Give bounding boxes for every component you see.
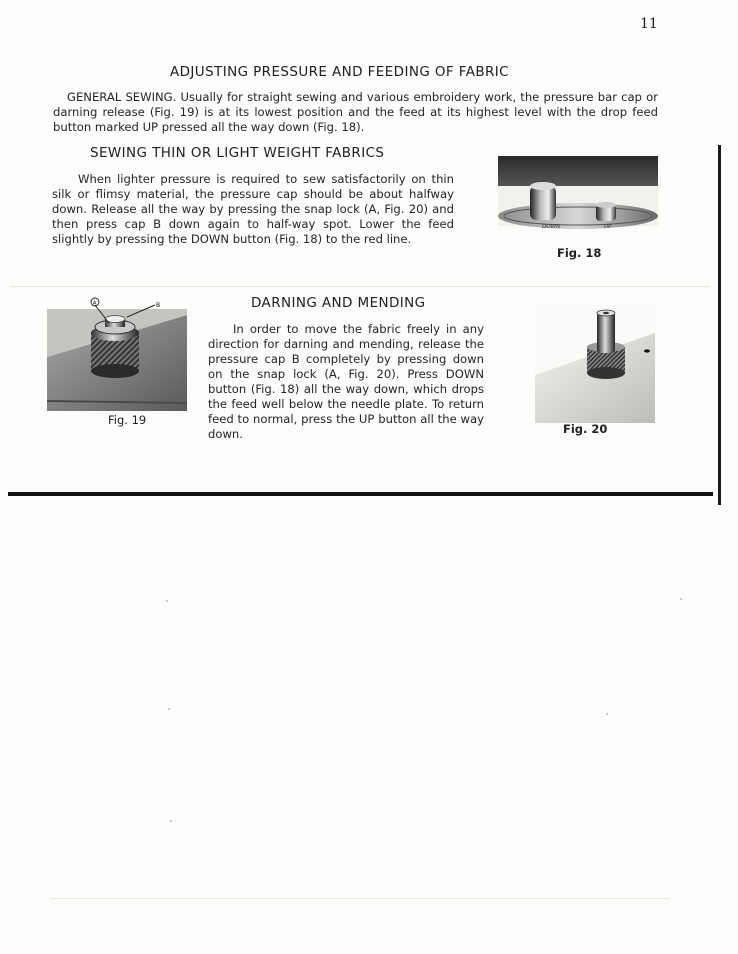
- darning-line-4: down on the snap lock (A, Fig. 20). Press: [208, 352, 484, 381]
- main-paragraph: [53, 90, 658, 135]
- thin-fabrics-paragraph: [52, 172, 454, 247]
- page-number: 11: [640, 16, 658, 32]
- main-line-3: the drop feed button marked UP pressed all the way down (Fig. 18).: [53, 105, 658, 134]
- scan-speck: [168, 708, 170, 710]
- thin-line-2: silk or flimsy material, the pressure cap should be about halfway: [52, 187, 454, 201]
- fig18-image: [492, 150, 664, 242]
- scan-speck: [166, 600, 168, 602]
- darning-paragraph: [208, 322, 484, 442]
- right-edge-rule: [718, 145, 721, 505]
- thin-line-5: the feed slightly by pressing the DOWN button (Fig. 18) to the: [52, 217, 455, 246]
- thin-line-4: 20) and then press cap B down again to half-way spot. Lower: [52, 202, 454, 231]
- scan-speck: [606, 713, 608, 715]
- darning-line-6: which drops the feed well below the needle: [208, 382, 484, 411]
- fig19-callout-a: A: [92, 300, 97, 307]
- bottom-rule: [8, 492, 713, 496]
- thin-fabrics-heading: SEWING THIN OR LIGHT WEIGHT FABRICS: [90, 145, 385, 161]
- scan-speck: [680, 598, 682, 600]
- fig18-up-engraving: UP: [604, 224, 612, 230]
- fig20-image: [535, 305, 655, 423]
- fig20-caption: Fig. 20: [563, 422, 608, 436]
- darning-line-8: UP button all the way down.: [208, 412, 484, 441]
- darning-line-2: direction for darning and mending, release: [208, 337, 465, 351]
- main-line-2: bar cap or darning release (Fig. 19) is at its lowest position and the feed at its highest level with: [53, 90, 658, 119]
- fig18-caption: Fig. 18: [557, 246, 602, 260]
- thin-line-3: down. Release all the way by pressing the snap lock (A, Fig.: [52, 202, 409, 216]
- main-heading: ADJUSTING PRESSURE AND FEEDING OF FABRIC: [170, 64, 509, 80]
- fig19-caption: Fig. 19: [108, 413, 147, 427]
- section-divider: [10, 286, 710, 287]
- main-line-1: GENERAL SEWING. Usually for straight sewing and various embroidery work, the pressure: [67, 90, 598, 104]
- darning-line-7: plate. To return feed to normal, press the: [208, 397, 484, 426]
- thin-line-6: red line.: [363, 232, 412, 246]
- darning-heading: DARNING AND MENDING: [251, 295, 426, 311]
- thin-line-1: When lighter pressure is required to sew satisfactorily on thin: [78, 172, 454, 186]
- darning-line-3: the pressure cap B completely by pressing: [208, 337, 484, 366]
- darning-line-1: In order to move the fabric freely in any: [233, 322, 484, 336]
- scan-speck: [170, 820, 172, 822]
- fig19-callout-b: B: [156, 302, 161, 309]
- bottom-scan-line: [50, 898, 670, 899]
- darning-line-5: DOWN button (Fig. 18) all the way down,: [208, 367, 484, 396]
- fig18-down-engraving: DOWN: [542, 224, 561, 230]
- fig19-image: [47, 297, 187, 411]
